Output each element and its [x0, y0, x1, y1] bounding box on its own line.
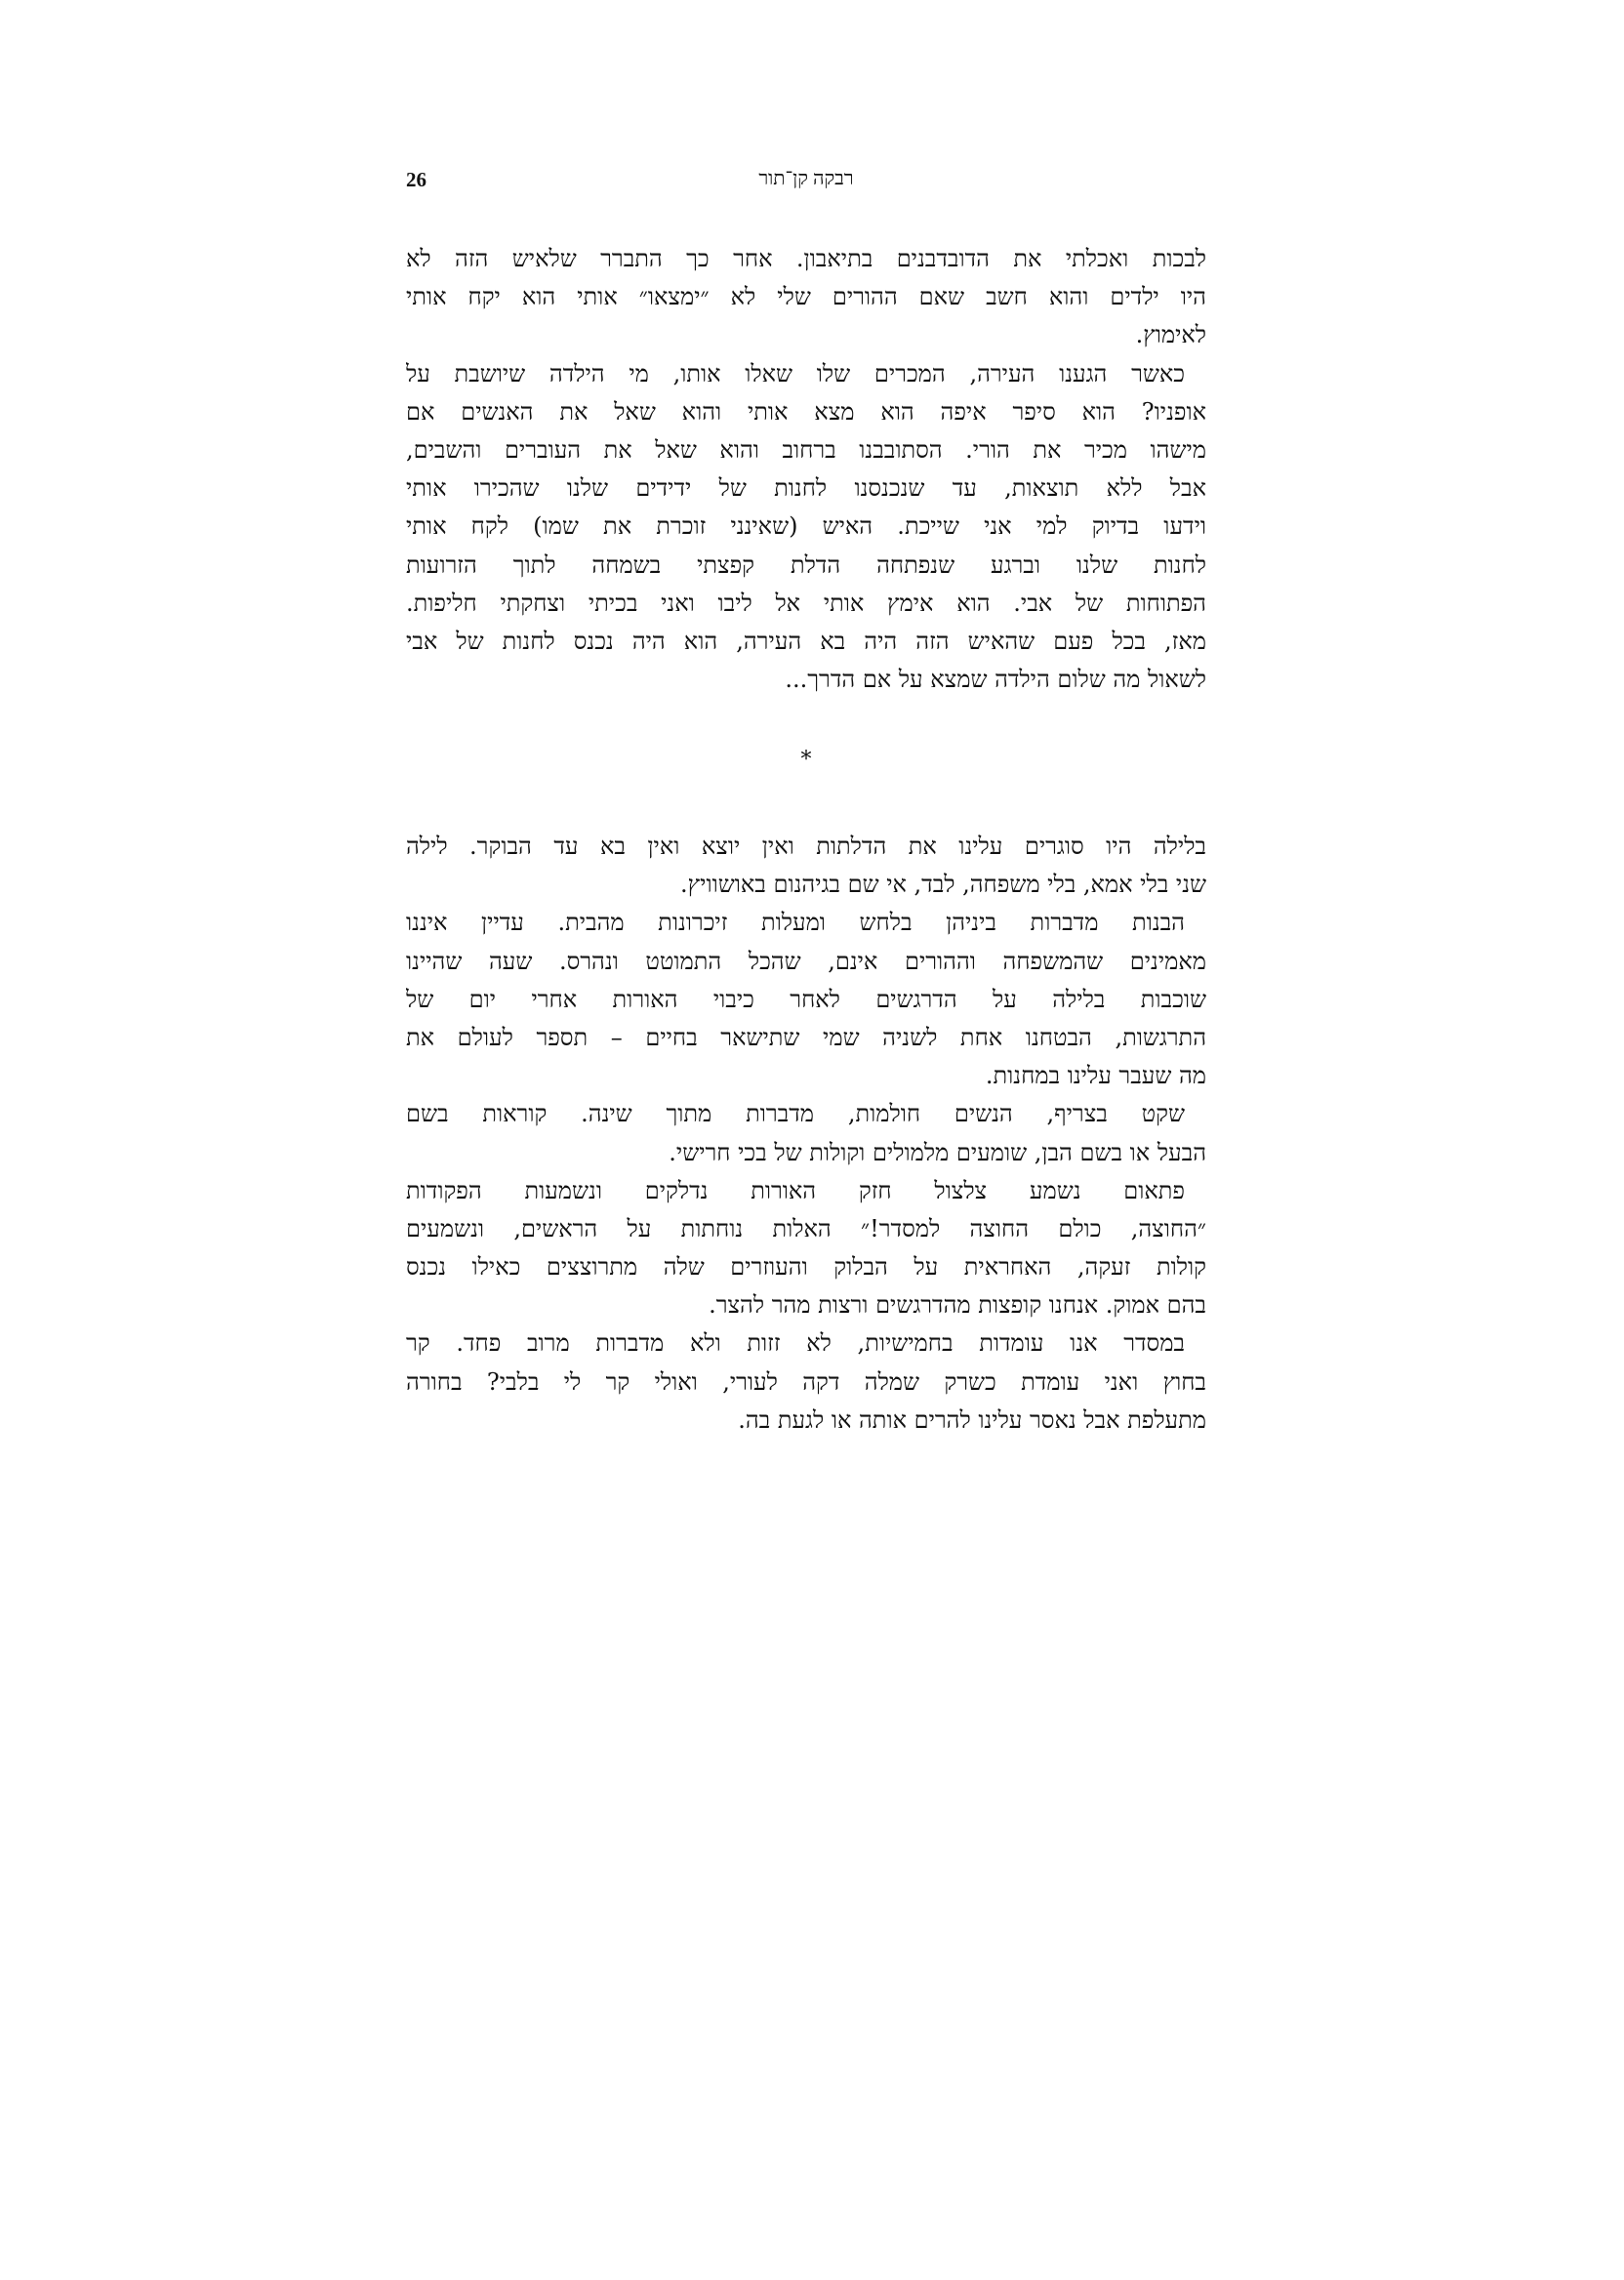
text-line: בחוץ ואני עומדת כשרק שמלה דקה לעורי, ואולי קר לי בלבי? בחורה	[406, 1367, 1206, 1396]
text-section-2	[406, 828, 1206, 1440]
text-line: היו ילדים והוא חשב שאם ההורים שלי לא ״ימצאו״ אותי הוא יקח אותי	[406, 283, 1206, 311]
text-line: לחנות שלנו וברגע שנפתחה הדלת קפצתי בשמחה לתוך הזרועות	[406, 550, 1206, 579]
text-section-1	[406, 240, 1206, 699]
text-line: בלילה היו סוגרים עלינו את הדלתות ואין יוצא ואין בא עד הבוקר. לילה	[406, 833, 1206, 860]
running-title: רבקה קן־תור	[758, 168, 854, 189]
text-line: מאמינים שהמשפחה וההורים אינם, שהכל התמוטט ונהרס. שעה שהיינו	[406, 947, 1206, 975]
text-line: בהם אמוק. אנחנו קופצות מהדרגשים ורצות מהר להצר.	[709, 1291, 1206, 1320]
page-number: 26	[406, 168, 426, 191]
text-line: התרגשות, הבטחנו אחת לשניה שמי שתישאר בחיים – תספר לעולם את	[406, 1023, 1206, 1051]
text-line: במסדר אנו עומדות בחמישיות, לא זזות ולא מדברות מרוב פחד. קר	[406, 1329, 1185, 1358]
text-line: ״החוצה, כולם החוצה למסדר!״ האלות נוחתות על הראשים, ונשמעים	[406, 1214, 1206, 1242]
text-line: הבעל או בשם הבן, שומעים מלמולים וקולות של בכי חרישי.	[669, 1138, 1206, 1166]
text-line: לבכות ואכלתי את הדובדבנים בתיאבון. אחר כך התברר שלאיש הזה לא	[406, 245, 1206, 272]
text-line: מישהו מכיר את הורי. הסתובבנו ברחוב והוא שאל את העוברים והשבים,	[406, 435, 1206, 464]
text-line: פתאום נשמע צלצול חזק האורות נדלקים ונשמעות הפקודות	[406, 1176, 1185, 1204]
text-line: לשאול מה שלום הילדה שמצא על אם הדרך...	[785, 666, 1206, 694]
text-line: שני בלי אמא, בלי משפחה, לבד, אי שם בגיהנום באושוויץ.	[680, 871, 1206, 899]
running-head	[406, 168, 1206, 207]
text-line: הפתוחות של אבי. הוא אימץ אותי אל ליבו ואני בכיתי וצחקתי חליפות.	[406, 589, 1206, 617]
text-line: אופניו? הוא סיפר איפה הוא מצא אותי והוא שאל את האנשים אם	[406, 397, 1206, 426]
text-line: הבנות מדברות ביניהן בלחש ומעלות זיכרונות מהבית. עדיין איננו	[406, 909, 1185, 937]
text-line: מה שעבר עלינו במחנות.	[985, 1062, 1206, 1090]
text-line: וידעו בדיוק למי אני שייכת. האיש (שאינני זוכרת את שמו) לקח אותי	[406, 512, 1206, 541]
text-line: קולות זעקה, האחראית על הבלוק והעוזרים שלה מתרוצצים כאילו נכנס	[406, 1253, 1206, 1282]
text-line: שוכבות בלילה על הדרגשים לאחר כיבוי האורות אחרי יום של	[406, 985, 1206, 1013]
text-line: כאשר הגענו העירה, המכרים שלו שאלו אותו, מי הילדה שיושבת על	[406, 359, 1185, 387]
text-line: אבל ללא תוצאות, עד שנכנסנו לחנות של ידידים שלנו שהכירו אותי	[406, 474, 1206, 503]
text-line: מתעלפת אבל נאסר עלינו להרים אותה או לגעת בה.	[738, 1405, 1206, 1434]
section-separator: *	[800, 748, 812, 772]
text-line: שקט בצריף, הנשים חולמות, מדברות מתוך שינה. קוראות בשם	[406, 1100, 1185, 1128]
text-line: מאז, בכל פעם שהאיש הזה היה בא העירה, הוא היה נכנס לחנות של אבי	[406, 627, 1206, 655]
text-line: לאימוץ.	[1135, 321, 1206, 349]
